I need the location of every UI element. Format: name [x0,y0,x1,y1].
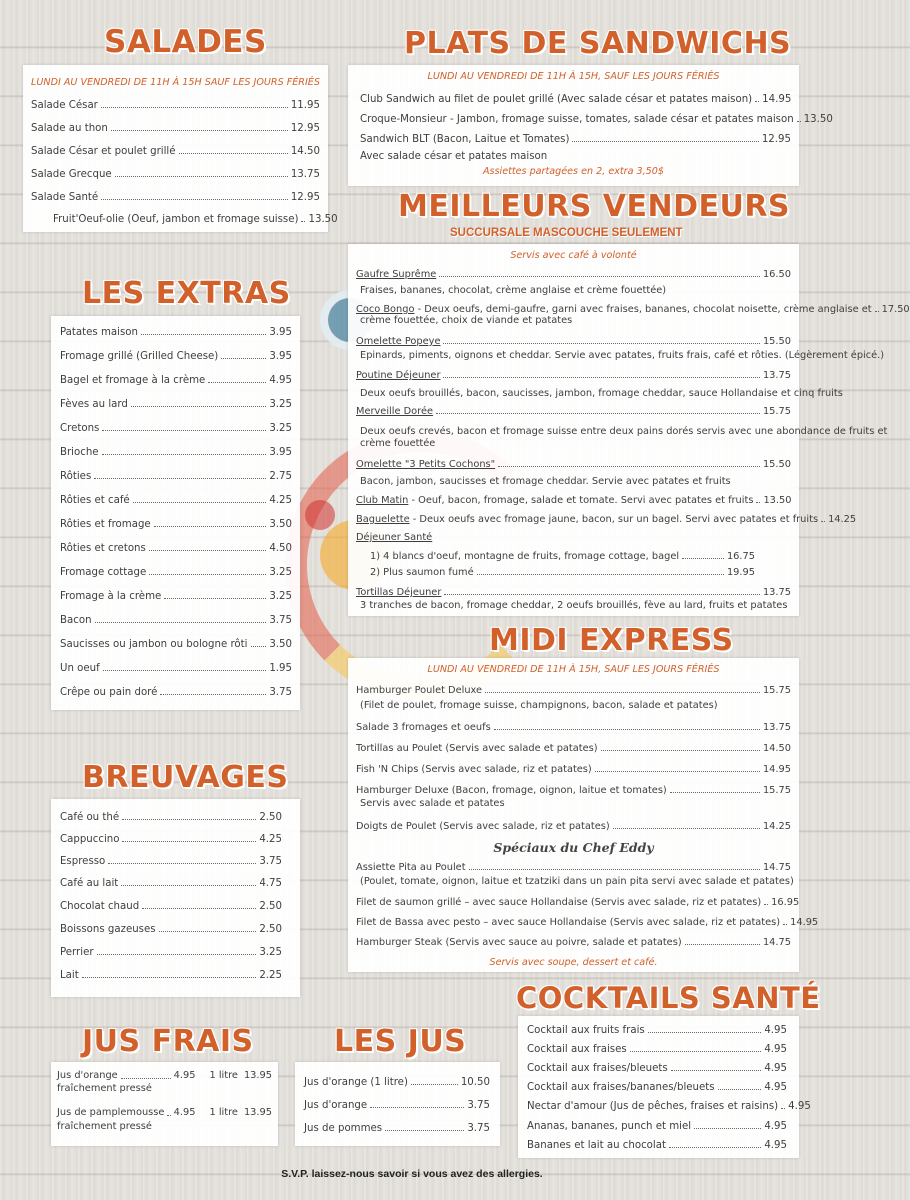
sandwichs-hours-note: LUNDI AU VENDREDI DE 11H À 15H, SAUF LES JOURS FÉRIÉS [427,71,720,82]
menu-item: Brioche 3.95 [60,447,292,458]
menu-item: Café ou thé 2.50 [60,812,282,823]
menu-item: Hamburger Steak (Servis avec sauce au poivre, salade et patates) 14.75 [356,937,791,948]
menu-item: Bacon 3.75 [60,615,292,626]
menu-item: Gaufre Suprême 16.50 [356,269,791,280]
menu-item: Filet de saumon grillé – avec sauce Hollandaise (Servis avec salade, riz et patates) 16.95 [356,897,800,908]
menu-item: Perrier 3.25 [60,947,282,958]
item-description: Bacon, jambon, saucisses et fromage cheddar. Servie avec patates et fruits [360,476,731,487]
menu-item: Rôties et café 4.25 [60,495,292,506]
menu-item: Fromage à la crème 3.25 [60,591,292,602]
vendeurs-coffee-note: Servis avec café à volonté [510,250,637,261]
menu-item: Nectar d'amour (Jus de pêches, fraises et raisins) 4.95 [527,1101,811,1112]
menu-item: Cocktail aux fruits frais 4.95 [527,1025,787,1036]
extras-panel [51,316,300,710]
menu-item: Un oeuf 1.95 [60,663,292,674]
menu-item: Jus de pommes 3.75 [304,1123,490,1134]
menu-item: Ananas, bananes, punch et miel 4.95 [527,1121,787,1132]
menu-item: Salade au thon 12.95 [31,123,320,134]
menu-item: Bananes et lait au chocolat 4.95 [527,1140,787,1151]
item-description: (Poulet, tomate, oignon, laitue et tzatziki dans un pain pita servi avec salade et patates) [360,876,794,887]
menu-item: Sandwich BLT (Bacon, Laitue et Tomates) 12.95 [360,134,791,145]
extras-title: LES EXTRAS [82,276,291,311]
menu-item: Boissons gazeuses 2.50 [60,924,282,935]
jus-frais-panel [51,1062,278,1146]
menu-item: Bagel et fromage à la crème 4.95 [60,375,292,386]
cocktails-panel [518,1016,811,1158]
menu-item: Poutine Déjeuner 13.75 [356,370,791,381]
menu-item: Hamburger Deluxe (Bacon, fromage, oignon, laitue et tomates) 15.75 [356,785,791,796]
item-description: crème fouettée, choix de viande et patates [360,315,573,326]
menu-item: Hamburger Poulet Deluxe 15.75 [356,685,791,696]
menu-item: Club Matin - Oeuf, bacon, fromage, salade et tomate. Servi avec patates et fruits 13.50 [356,495,792,506]
les-jus-title: LES JUS [334,1024,467,1059]
sandwichs-footnote: Assiettes partagées en 2, extra 3,50$ [482,166,664,177]
breuvages-title: BREUVAGES [82,760,289,795]
item-description: fraîchement pressé [57,1121,152,1132]
plats-sandwichs-panel [348,65,833,186]
menu-item: Café au lait 4.75 [60,878,282,889]
item-description: Epinards, piments, oignons et cheddar. Servie avec patates, fruits frais, café et rôties. (Légèrement épicé.) [360,350,885,361]
menu-item-option: 1) 4 blancs d'oeuf, montagne de fruits, fromage cottage, bagel 16.75 [370,551,755,562]
salades-title: SALADES [104,24,267,60]
menu-item: Cocktail aux fraises 4.95 [527,1044,787,1055]
menu-item: Jus de pamplemousse 4.95 1 litre 13.95 [57,1107,272,1118]
menu-item: Espresso 3.75 [60,856,282,867]
item-description: crème fouettée [360,438,436,449]
menu-item: Fromage cottage 3.25 [60,567,292,578]
menu-item: Salade 3 fromages et oeufs 13.75 [356,722,791,733]
chef-specials-title: Spéciaux du Chef Eddy [493,840,654,855]
menu-item: Cappuccino 4.25 [60,834,282,845]
menu-item: Omelette "3 Petits Cochons" 15.50 [356,459,791,470]
menu-item: Salade César et poulet grillé 14.50 [31,146,320,157]
menu-item: Omelette Popeye 15.50 [356,336,791,347]
menu-item: Rôties et cretons 4.50 [60,543,292,554]
menu-item-option: 2) Plus saumon fumé 19.95 [370,567,755,578]
midi-express-panel [348,658,819,972]
menu-item: Cocktail aux fraises/bleuets 4.95 [527,1063,787,1074]
menu-item: Chocolat chaud 2.50 [60,901,282,912]
menu-item: Lait 2.25 [60,970,282,981]
menu-item: Saucisses ou jambon ou bologne rôti 3.50 [60,639,292,650]
midi-footnote: Servis avec soupe, dessert et café. [489,957,658,968]
salades-panel [23,65,338,232]
menu-item: Fruit'Oeuf-olie (Oeuf, jambon et fromage suisse) 13.50 [53,214,338,225]
menu-item: Salade Santé 12.95 [31,192,320,203]
menu-item: Déjeuner Santé [356,532,433,543]
midi-express-title: MIDI EXPRESS [489,623,734,658]
item-description: (Filet de poulet, fromage suisse, champignons, bacon, salade et patates) [360,700,718,711]
menu-item: Rôties 2.75 [60,471,292,482]
menu-item: Cocktail aux fraises/bananes/bleuets 4.95 [527,1082,787,1093]
menu-item: Rôties et fromage 3.50 [60,519,292,530]
menu-item: Salade Grecque 13.75 [31,169,320,180]
menu-item: Croque-Monsieur - Jambon, fromage suisse, tomates, salade césar et patates maison 13.50 [360,114,833,125]
menu-item: Fromage grillé (Grilled Cheese) 3.95 [60,351,292,362]
item-description: 3 tranches de bacon, fromage cheddar, 2 oeufs brouillés, fève au lard, fruits et patates [360,600,788,611]
menu-item: Salade César 11.95 [31,100,320,111]
item-description: Fraises, bananes, chocolat, crème anglaise et crème fouettée) [360,285,667,296]
menu-item: Cretons 3.25 [60,423,292,434]
menu-item: Crêpe ou pain doré 3.75 [60,687,292,698]
menu-item: Tortillas Déjeuner 13.75 [356,587,791,598]
salades-hours-note: LUNDI AU VENDREDI DE 11H À 15H SAUF LES JOURS FÉRIÉS [31,77,320,88]
midi-hours-note: LUNDI AU VENDREDI DE 11H À 15H, SAUF LES JOURS FÉRIÉS [427,664,720,675]
menu-item: Tortillas au Poulet (Servis avec salade et patates) 14.50 [356,743,791,754]
menu-item: Filet de Bassa avec pesto – avec sauce Hollandaise (Servis avec salade, riz et patates) 14.95 [356,917,819,928]
meilleurs-vendeurs-subtitle: SUCCURSALE MASCOUCHE SEULEMENT [450,227,683,239]
menu-item: Patates maison 3.95 [60,327,292,338]
item-description: Deux oeufs brouillés, bacon, saucisses, jambon, fromage cheddar, sauce Hollandaise et cinq fruits [360,388,843,399]
meilleurs-vendeurs-title: MEILLEURS VENDEURS [398,189,791,224]
menu-item: Merveille Dorée 15.75 [356,406,791,417]
les-jus-panel [295,1062,500,1146]
item-description: Deux oeufs crevés, bacon et fromage suisse entre deux pains dorés servis avec une abondance de fruits et [360,426,888,437]
breuvages-panel [51,799,300,997]
menu-item: Jus d'orange 4.95 1 litre 13.95 [57,1070,272,1081]
menu-item: Jus d'orange 3.75 [304,1100,490,1111]
menu-item: Coco Bongo - Deux oeufs, demi-gaufre, garni avec fraises, bananes, chocolat noisette, crème anglaise et 17.50 [356,304,910,315]
meilleurs-vendeurs-panel [348,244,910,616]
item-description: fraîchement pressé [57,1083,152,1094]
menu-item: Fish 'N Chips (Servis avec salade, riz et patates) 14.95 [356,764,791,775]
jus-frais-title: JUS FRAIS [82,1024,254,1059]
item-description: Servis avec salade et patates [360,798,505,809]
allergy-footer: S.V.P. laissez-nous savoir si vous avez des allergies. [281,1168,543,1180]
menu-item: Fèves au lard 3.25 [60,399,292,410]
plats-sandwichs-title: PLATS DE SANDWICHS [404,26,792,61]
menu-item: Baguelette - Deux oeufs avec fromage jaune, bacon, sur un bagel. Servi avec patates et fruits 14.25 [356,514,857,525]
menu-item: Club Sandwich au filet de poulet grillé (Avec salade césar et patates maison) 14.95 [360,94,792,105]
sandwich-sub-note: Avec salade césar et patates maison [360,151,548,162]
menu-item: Assiette Pita au Poulet 14.75 [356,862,791,873]
cocktails-title: COCKTAILS SANTÉ [516,981,821,1015]
menu-item: Jus d'orange (1 litre) 10.50 [304,1077,490,1088]
menu-item: Doigts de Poulet (Servis avec salade, riz et patates) 14.25 [356,821,791,832]
